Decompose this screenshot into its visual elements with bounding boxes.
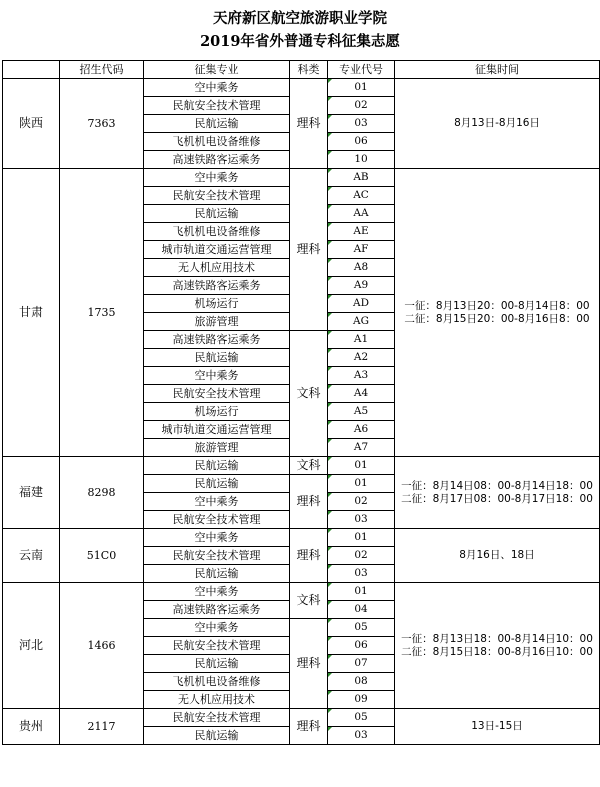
major-code-cell: 03 — [328, 511, 395, 529]
province-cell: 福建 — [3, 457, 60, 529]
major-code-cell: A9 — [328, 277, 395, 295]
document-subtitle: 2019年省外普通专科征集志愿 — [200, 33, 400, 50]
major-cell: 飞机机电设备维修 — [144, 673, 290, 691]
major-code-cell: 10 — [328, 151, 395, 169]
major-cell: 空中乘务 — [144, 79, 290, 97]
major-cell: 民航安全技术管理 — [144, 637, 290, 655]
header-cell: 征集时间 — [395, 61, 600, 79]
major-cell: 民航安全技术管理 — [144, 511, 290, 529]
major-code-cell: 07 — [328, 655, 395, 673]
major-cell: 机场运行 — [144, 403, 290, 421]
time-line: 13日-15日 — [471, 720, 523, 732]
major-cell: 城市轨道交通运营管理 — [144, 421, 290, 439]
time-line: 8月13日-8月16日 — [454, 117, 540, 129]
major-code-cell: 04 — [328, 601, 395, 619]
major-code-cell: 05 — [328, 619, 395, 637]
major-code-cell: A2 — [328, 349, 395, 367]
major-cell: 高速铁路客运乘务 — [144, 151, 290, 169]
major-cell: 民航安全技术管理 — [144, 385, 290, 403]
time-line: 一征：8月13日20：00-8月14日8：00 — [404, 299, 590, 312]
category-cell: 理科 — [290, 709, 328, 745]
major-cell: 空中乘务 — [144, 619, 290, 637]
category-cell: 理科 — [290, 475, 328, 529]
major-cell: 旅游管理 — [144, 439, 290, 457]
time-cell — [395, 529, 600, 583]
major-cell: 高速铁路客运乘务 — [144, 601, 290, 619]
category-cell: 文科 — [290, 457, 328, 475]
major-code-cell: A7 — [328, 439, 395, 457]
major-code-cell: AD — [328, 295, 395, 313]
major-cell: 民航安全技术管理 — [144, 187, 290, 205]
major-code-cell: 02 — [328, 97, 395, 115]
time-line: 8月16日、18日 — [459, 549, 535, 561]
table-row — [3, 529, 600, 547]
header-row — [3, 61, 600, 79]
school-code-cell: 1466 — [60, 583, 144, 709]
time-line: 一征：8月14日08：00-8月14日18：00 — [401, 479, 593, 492]
school-code-cell: 8298 — [60, 457, 144, 529]
time-cell — [395, 457, 600, 529]
major-code-cell: AE — [328, 223, 395, 241]
province-cell: 河北 — [3, 583, 60, 709]
major-code-cell: 06 — [328, 637, 395, 655]
major-code-cell: 01 — [328, 79, 395, 97]
major-cell: 民航运输 — [144, 349, 290, 367]
table-row — [3, 457, 600, 475]
major-code-cell: 03 — [328, 727, 395, 745]
major-cell: 飞机机电设备维修 — [144, 133, 290, 151]
major-cell: 民航运输 — [144, 475, 290, 493]
major-cell: 城市轨道交通运营管理 — [144, 241, 290, 259]
major-code-cell: 03 — [328, 115, 395, 133]
table-row — [3, 709, 600, 727]
major-code-cell: AB — [328, 169, 395, 187]
major-cell: 飞机机电设备维修 — [144, 223, 290, 241]
header-cell: 科类 — [290, 61, 328, 79]
major-cell: 民航安全技术管理 — [144, 709, 290, 727]
major-cell: 空中乘务 — [144, 583, 290, 601]
school-code-cell: 2117 — [60, 709, 144, 745]
major-code-cell: A3 — [328, 367, 395, 385]
category-cell: 理科 — [290, 79, 328, 169]
major-cell: 民航运输 — [144, 205, 290, 223]
school-code-cell: 51C0 — [60, 529, 144, 583]
time-line: 二征：8月15日18：00-8月16日10：00 — [401, 645, 593, 658]
major-code-cell: 01 — [328, 475, 395, 493]
major-cell: 旅游管理 — [144, 313, 290, 331]
major-code-cell: 01 — [328, 529, 395, 547]
time-cell — [395, 583, 600, 709]
time-cell — [395, 169, 600, 457]
major-cell: 民航运输 — [144, 655, 290, 673]
major-cell: 高速铁路客运乘务 — [144, 277, 290, 295]
major-cell: 空中乘务 — [144, 169, 290, 187]
major-cell: 民航运输 — [144, 457, 290, 475]
major-cell: 机场运行 — [144, 295, 290, 313]
major-cell: 空中乘务 — [144, 529, 290, 547]
school-code-cell: 7363 — [60, 79, 144, 169]
major-code-cell: A6 — [328, 421, 395, 439]
major-code-cell: A1 — [328, 331, 395, 349]
category-cell: 文科 — [290, 331, 328, 457]
major-cell: 无人机应用技术 — [144, 259, 290, 277]
category-cell: 理科 — [290, 169, 328, 331]
major-code-cell: A8 — [328, 259, 395, 277]
document-title: 天府新区航空旅游职业学院 — [213, 10, 387, 27]
major-code-cell: 03 — [328, 565, 395, 583]
major-code-cell: 02 — [328, 493, 395, 511]
major-code-cell: 01 — [328, 457, 395, 475]
major-cell: 民航运输 — [144, 727, 290, 745]
table-row — [3, 583, 600, 601]
category-cell: 文科 — [290, 583, 328, 619]
table-row — [3, 79, 600, 97]
major-cell: 民航运输 — [144, 565, 290, 583]
province-cell: 陕西 — [3, 79, 60, 169]
admissions-table — [2, 60, 600, 745]
major-cell: 空中乘务 — [144, 367, 290, 385]
province-cell: 云南 — [3, 529, 60, 583]
table-row — [3, 169, 600, 187]
major-code-cell: 01 — [328, 583, 395, 601]
province-cell: 甘肃 — [3, 169, 60, 457]
major-code-cell: 09 — [328, 691, 395, 709]
major-cell: 无人机应用技术 — [144, 691, 290, 709]
header-cell: 招生代码 — [60, 61, 144, 79]
category-cell: 理科 — [290, 529, 328, 583]
major-code-cell: AA — [328, 205, 395, 223]
major-cell: 空中乘务 — [144, 493, 290, 511]
time-cell — [395, 79, 600, 169]
major-code-cell: AG — [328, 313, 395, 331]
major-cell: 民航安全技术管理 — [144, 547, 290, 565]
major-code-cell: 08 — [328, 673, 395, 691]
category-cell: 理科 — [290, 619, 328, 709]
major-code-cell: A5 — [328, 403, 395, 421]
time-line: 一征：8月13日18：00-8月14日10：00 — [401, 632, 593, 645]
major-code-cell: AC — [328, 187, 395, 205]
time-cell — [395, 709, 600, 745]
major-code-cell: 06 — [328, 133, 395, 151]
major-code-cell: A4 — [328, 385, 395, 403]
major-code-cell: 05 — [328, 709, 395, 727]
header-cell — [3, 61, 60, 79]
major-cell: 民航运输 — [144, 115, 290, 133]
province-cell: 贵州 — [3, 709, 60, 745]
time-line: 二征：8月17日08：00-8月17日18：00 — [401, 492, 593, 505]
major-cell: 高速铁路客运乘务 — [144, 331, 290, 349]
header-cell: 征集专业 — [144, 61, 290, 79]
time-line: 二征：8月15日20：00-8月16日8：00 — [404, 312, 590, 325]
major-cell: 民航安全技术管理 — [144, 97, 290, 115]
major-code-cell: 02 — [328, 547, 395, 565]
school-code-cell: 1735 — [60, 169, 144, 457]
major-code-cell: AF — [328, 241, 395, 259]
header-cell: 专业代号 — [328, 61, 395, 79]
